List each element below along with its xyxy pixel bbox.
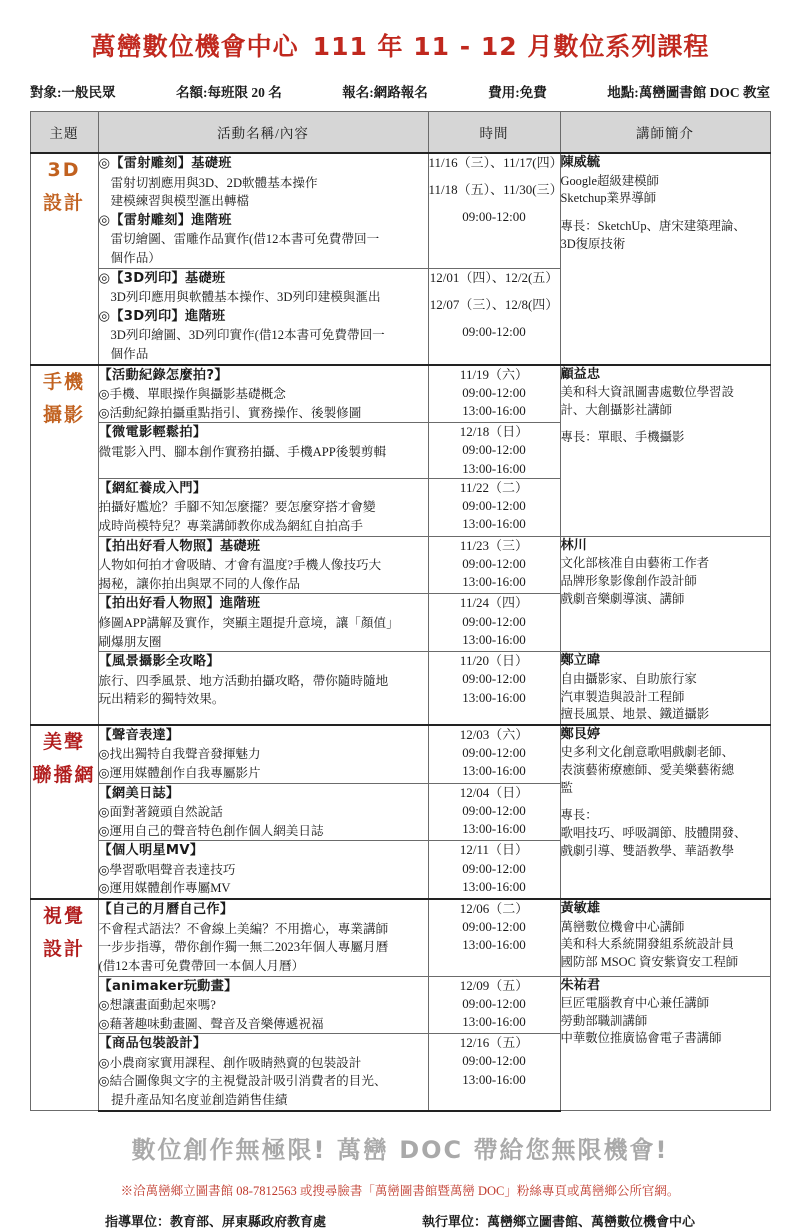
activity-detail: ◎藉著趣味動畫圖、聲音及音樂傳遞祝福 (98, 1016, 324, 1031)
lecturer-cell (560, 725, 770, 899)
lecturer-bio-line: Sketchup業界導師 (560, 191, 657, 206)
lecturer-bio-line: 中華數位推廣協會電子書講師 (560, 1031, 722, 1046)
time-line: 11/24（四） (459, 595, 529, 611)
time-gap (429, 172, 560, 181)
table-body (30, 153, 770, 1111)
topic-cell (30, 153, 98, 365)
table-row (30, 536, 770, 594)
activity-title: 【網美日誌】 (98, 785, 180, 801)
info-bar (0, 67, 800, 111)
time-cell (428, 478, 560, 536)
lecturer-specialty-line: 專長： (560, 808, 598, 823)
info-fee: 費用:免費 (488, 85, 547, 100)
time-line: 11/19（六） (459, 366, 529, 382)
topic-line: 攝影 (42, 403, 85, 426)
time-line: 13:00-16:00 (462, 460, 526, 476)
activity-detail: ◎學習歌唱聲音表達技巧 (98, 862, 236, 877)
activity-detail: 個作品 (110, 346, 149, 361)
guidance-unit: 指導單位：教育部、屏東縣政府教育處 (105, 1213, 327, 1229)
time-line: 13:00-16:00 (462, 689, 526, 705)
lecturer-bio-line: 史多利文化創意歌唱戲劇老師、 (560, 745, 734, 760)
tagline: 數位創作無極限! 萬巒 DOC 帶給您無限機會! (131, 1135, 669, 1164)
time-line: 12/04（日） (459, 784, 529, 800)
time-line: 13:00-16:00 (462, 574, 526, 589)
lecturer-bio-line: Google超級建模師 (560, 173, 659, 188)
topic-line: 手機 (42, 370, 85, 393)
col-header-topic: 主題 (30, 112, 98, 154)
activity-cell (98, 594, 428, 652)
activity-cell (98, 1034, 428, 1111)
lecturer-name: 鄭立暐 (560, 653, 601, 669)
activity-cell (98, 725, 428, 783)
lecturer-name: 鄭艮婷 (560, 726, 601, 742)
time-cell (428, 536, 560, 594)
time-gap (429, 199, 560, 208)
course-schedule-table (30, 111, 771, 1112)
lecturer-bio-line: 巨匠電腦教育中心兼任講師 (560, 996, 710, 1011)
activity-cell (98, 536, 428, 594)
lecturer-bio-line: 戲劇音樂劇導演、講師 (560, 591, 685, 606)
lecturer-bio-line: 萬巒數位機會中心講師 (560, 919, 685, 934)
time-cell (428, 153, 563, 268)
activity-detail: ◎運用自己的聲音特色創作個人網美日誌 (98, 823, 324, 838)
activity-cell (98, 423, 428, 479)
activity-detail: 一步步指導，帶你創作獨一無二2023年個人專屬月曆 (98, 940, 389, 955)
table-row (30, 899, 770, 976)
col-header-time: 時間 (428, 112, 560, 154)
lecturer-name: 朱祐君 (560, 977, 601, 993)
activity-cell (98, 899, 428, 976)
lecturer-bio-line: 品牌形象影像創作設計師 (560, 573, 697, 588)
lecturer-spacer (561, 419, 770, 429)
time-line: 09:00-12:00 (462, 671, 526, 687)
lecturer-bio-line: 文化部核准自由藝術工作者 (560, 556, 710, 571)
activity-title: 【拍出好看人物照】進階班 (98, 596, 261, 612)
activity-detail: ◎找出獨特自我聲音發揮魅力 (98, 747, 261, 762)
activity-detail: ◎運用媒體創作自我專屬影片 (98, 765, 261, 780)
col-header-lecturer: 講師簡介 (560, 112, 770, 154)
title-right: 111 年 11 - 12 月數位系列課程 (312, 32, 710, 61)
executing-unit: 執行單位：萬巒鄉立圖書館、萬巒數位機會中心 (421, 1213, 695, 1229)
time-line: 09:00-12:00 (462, 613, 526, 629)
time-line: 09:00-12:00 (462, 860, 526, 876)
activity-detail: 3D列印應用與軟體基本操作、3D列印建模與滙出 (110, 290, 381, 305)
activity-title: ◎【雷射雕刻】進階班 (98, 212, 232, 228)
lecturer-cell (560, 536, 770, 652)
activity-detail: ◎結合圖像與文字的主視覺設計吸引消費者的目光、 (98, 1074, 387, 1089)
time-cell (428, 783, 560, 841)
activity-detail: 個作品） (110, 250, 161, 265)
activity-detail: 雷射切割應用與3D、2D軟體基本操作 (110, 175, 318, 190)
lecturer-specialty-line: 戲劇引導、雙語教學、華語教學 (560, 843, 734, 858)
activity-title: 【animaker玩動畫】 (98, 978, 238, 994)
title-left: 萬巒數位機會中心 (90, 32, 299, 61)
activity-title: 【聲音表達】 (98, 727, 180, 743)
time-cell (428, 652, 560, 725)
activity-title: 【拍出好看人物照】基礎班 (98, 538, 261, 554)
time-line: 09:00-12:00 (462, 323, 526, 339)
time-line: 11/18（五）、11/30(三） (428, 182, 563, 198)
activity-title: 【網紅養成入門】 (98, 480, 207, 496)
lecturer-name: 林川 (560, 537, 587, 553)
time-line: 13:00-16:00 (462, 763, 526, 779)
time-line: 12/18（日） (459, 424, 529, 440)
lecturer-bio-line: 國防部 MSOC 資安紫資安工程師 (560, 955, 739, 970)
time-line: 12/09（五） (459, 977, 529, 993)
activity-detail: 不會程式語法？不會線上美編？不用擔心，專業講師 (98, 921, 389, 936)
lecturer-specialty-line: 歌唱技巧、呼吸調節、肢體開發、 (560, 825, 747, 840)
time-cell (428, 1034, 560, 1111)
time-line: 12/11（日） (459, 842, 529, 858)
activity-detail: 拍攝好尷尬？手腳不知怎麼擺？要怎麼穿搭才會變 (98, 500, 376, 515)
activity-detail: 雷切繪圖、雷雕作品實作(借12本書可免費帶回一 (110, 232, 380, 247)
time-line: 09:00-12:00 (462, 498, 526, 514)
topic-cell (30, 365, 98, 725)
time-line: 09:00-12:00 (462, 802, 526, 818)
table-row (30, 725, 770, 783)
lecturer-cell (560, 153, 770, 365)
lecturer-specialty-line: 專長：單眼、手機攝影 (560, 430, 685, 445)
table-row (30, 153, 770, 268)
activity-detail: 修圖APP講解及實作，突顯主題提升意境，讓「顏值」 (98, 615, 399, 630)
lecturer-bio-line: 汽車製造與設計工程師 (560, 689, 685, 704)
activity-cell (98, 478, 428, 536)
activity-cell (98, 365, 428, 423)
topic-line: 設計 (42, 192, 85, 215)
activity-title: 【微電影輕鬆拍】 (98, 425, 207, 441)
time-cell (428, 423, 560, 479)
lecturer-bio-line: 計、大創攝影社講師 (560, 402, 673, 417)
lecturer-name: 顧益忠 (560, 366, 601, 382)
activity-detail: 成時尚模特兒？專業講師教你成為網紅自拍高手 (98, 519, 363, 533)
info-signup: 報名:網路報名 (342, 85, 428, 100)
activity-cell (98, 783, 428, 841)
time-line: 12/07（三）、12/8(四） (429, 296, 559, 312)
page-title (0, 0, 800, 67)
activity-detail: ◎手機、單眼操作與攝影基礎概念 (98, 387, 286, 402)
table-row (30, 652, 770, 725)
time-line: 12/16（五） (459, 1035, 529, 1051)
activity-detail: ◎小農商家實用課程、創作吸睛熱賣的包裝設計 (98, 1055, 362, 1070)
activity-title: ◎【3D列印】進階班 (98, 308, 226, 324)
activity-detail: 旅行、四季風景、地方活動拍攝攻略，帶你隨時隨地 (98, 673, 389, 688)
topic-cell (30, 725, 98, 899)
topic-cell (30, 899, 98, 1111)
lecturer-cell (560, 365, 770, 537)
lecturer-specialty-line: 專長：SketchUp、唐宋建築理論、 (560, 218, 746, 233)
activity-cell (98, 976, 428, 1034)
activity-detail: 人物如何拍才會吸睛、才會有溫度?手機人像技巧大 (98, 558, 382, 573)
topic-line: 美聲 (42, 730, 85, 753)
time-cell (428, 365, 560, 423)
time-line: 11/22（二） (459, 479, 529, 495)
time-line: 09:00-12:00 (462, 744, 526, 760)
time-cell (428, 594, 560, 652)
time-line: 12/03（六） (459, 726, 529, 742)
activity-cell (98, 652, 428, 725)
activity-title: 【活動紀錄怎麼拍?】 (98, 367, 228, 383)
time-line: 13:00-16:00 (462, 516, 526, 532)
lecturer-bio-line: 擅長風景、地景、鐵道攝影 (560, 707, 710, 722)
time-cell (428, 268, 560, 364)
time-line: 11/23（三） (459, 537, 529, 553)
time-gap (429, 287, 560, 296)
lecturer-cell (560, 652, 770, 725)
time-line: 13:00-16:00 (462, 1013, 526, 1029)
topic-line: 聯播網 (32, 764, 96, 786)
lecturer-spacer (561, 208, 770, 218)
time-gap (429, 314, 560, 323)
lecturer-name: 陳威毓 (560, 155, 601, 170)
time-line: 13:00-16:00 (462, 820, 526, 836)
time-line: 13:00-16:00 (462, 631, 526, 647)
time-line: 09:00-12:00 (462, 1053, 526, 1069)
time-line: 12/01（四）、12/2(五） (429, 269, 559, 285)
time-line: 09:00-12:00 (462, 384, 526, 400)
lecturer-cell (560, 976, 770, 1111)
lecturer-bio-line: 自由攝影家、自助旅行家 (560, 671, 697, 686)
activity-detail: 刷爆朋友圈 (98, 634, 162, 649)
topic-line: 3D (47, 159, 81, 181)
table-row (30, 365, 770, 423)
activity-detail: ◎運用媒體創作專屬MV (98, 881, 231, 896)
lecturer-name: 黃敏雄 (560, 901, 601, 917)
info-quota: 名額:每班限 20 名 (176, 85, 282, 100)
lecturer-specialty-line: 3D復原技術 (560, 236, 626, 251)
activity-detail: ◎面對著鏡頭自然說話 (98, 805, 223, 820)
activity-cell (98, 153, 428, 268)
time-line: 13:00-16:00 (462, 402, 526, 418)
time-cell (428, 899, 560, 976)
time-line: 11/20（日） (459, 653, 529, 669)
activity-detail: ◎想讓畫面動起來嗎? (98, 998, 216, 1013)
info-audience: 對象:一般民眾 (30, 85, 116, 100)
activity-detail: 玩出精彩的獨特效果。 (98, 692, 225, 707)
time-line: 09:00-12:00 (462, 442, 526, 458)
activity-title: 【風景攝影全攻略】 (98, 654, 220, 670)
col-header-activity: 活動名稱/內容 (98, 112, 428, 154)
lecturer-bio-line: 勞動部職訓講師 (560, 1013, 648, 1028)
lecturer-bio-line: 監 (560, 780, 573, 795)
activity-detail: 3D列印繪圖、3D列印實作(借12本書可免費帶回一 (110, 328, 385, 343)
time-cell (428, 725, 560, 783)
lecturer-spacer (561, 797, 770, 807)
topic-line: 設計 (42, 938, 85, 961)
time-line: 09:00-12:00 (462, 919, 526, 935)
activity-cell (98, 841, 428, 899)
time-cell (428, 976, 560, 1034)
activity-title: ◎【雷射雕刻】基礎班 (98, 156, 232, 171)
activity-detail: 揭秘，讓你拍出與眾不同的人像作品 (98, 576, 300, 591)
activity-detail: 建模練習與模型滙出轉檔 (110, 194, 250, 209)
activity-title: 【商品包裝設計】 (98, 1036, 207, 1052)
time-line: 09:00-12:00 (462, 209, 526, 225)
activity-title: 【個人明星MV】 (98, 843, 204, 859)
info-location: 地點:萬巒圖書館 DOC 教室 (607, 85, 770, 100)
units-row (0, 1199, 800, 1230)
activity-detail: 提升產品知名度並創造銷售佳績 (98, 1093, 288, 1108)
time-line: 11/16（三）、11/17(四） (428, 155, 563, 170)
contact-note: ※洽萬巒鄉立圖書館 08-7812563 或搜尋臉書「萬巒圖書館暨萬巒 DOC」粉絲專頁或萬巒鄉公所官網。 (120, 1183, 680, 1198)
activity-detail: (借12本書可免費帶回一本個人月曆） (98, 958, 305, 973)
activity-title: 【自己的月曆自己作】 (98, 902, 234, 918)
time-line: 13:00-16:00 (462, 878, 526, 894)
activity-title: ◎【3D列印】基礎班 (98, 270, 226, 286)
time-line: 13:00-16:00 (462, 937, 526, 953)
time-line: 13:00-16:00 (462, 1071, 526, 1087)
lecturer-bio-line: 表演藝術療癒師、愛美樂藝術總 (560, 763, 734, 778)
time-line: 12/06（二） (459, 901, 529, 917)
lecturer-bio-line: 美和科大系統開發組系統設計員 (560, 937, 734, 952)
table-header-row (30, 112, 770, 154)
time-line: 09:00-12:00 (462, 995, 526, 1011)
activity-cell (98, 268, 428, 364)
activity-detail: ◎活動紀錄拍攝重點指引、實務操作、後製修圖 (98, 405, 362, 420)
activity-detail: 微電影入門、腳本創作實務拍攝、手機APP後製剪輯 (98, 444, 387, 459)
time-line: 09:00-12:00 (462, 555, 526, 571)
lecturer-bio-line: 美和科大資訊圖書處數位學習設 (560, 385, 734, 400)
topic-line: 視覺 (42, 905, 85, 928)
lecturer-cell (560, 899, 770, 976)
table-row (30, 976, 770, 1034)
time-cell (428, 841, 560, 899)
